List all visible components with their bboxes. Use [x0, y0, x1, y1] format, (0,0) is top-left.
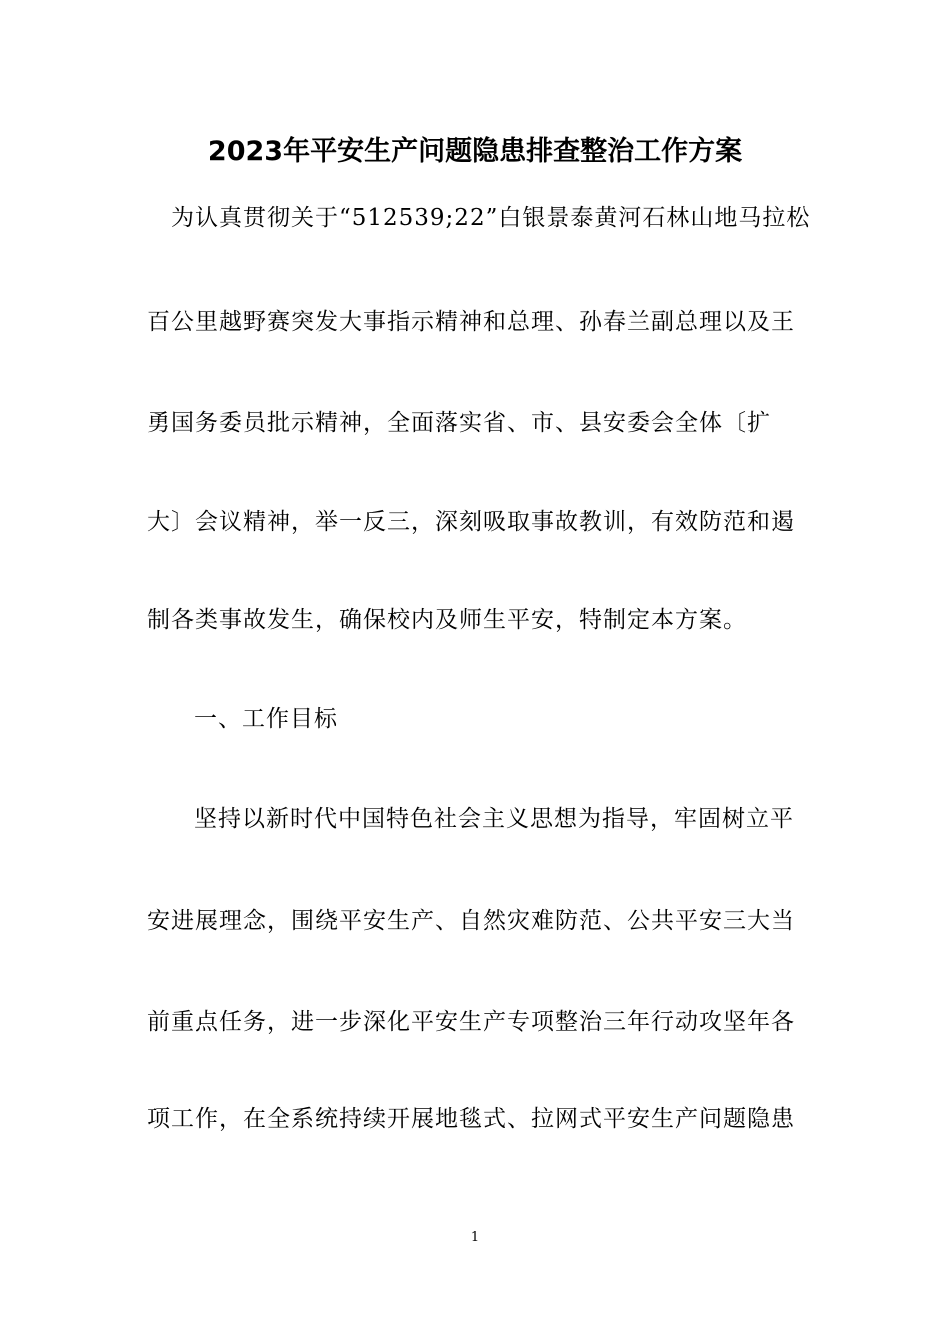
- paragraph-line: 安进展理念，围绕平安生产、自然灾难防范、公共平安三大当: [147, 908, 795, 934]
- paragraph-line: 制各类事故发生，确保校内及师生平安，特制定本方案。: [147, 607, 747, 633]
- page-number: 1: [470, 1230, 480, 1245]
- paragraph-line: 大〕会议精神，举一反三，深刻吸取事故教训，有效防范和遏: [147, 509, 795, 535]
- paragraph-line: 坚持以新时代中国特色社会主义思想为指导，牢固树立平: [194, 806, 794, 832]
- paragraph-line: 为认真贯彻关于“512539;22”白银景泰黄河石林山地马拉松: [171, 205, 811, 231]
- paragraph-line: 勇国务委员批示精神，全面落实省、市、县安委会全体〔扩: [147, 410, 771, 436]
- paragraph-line: 项工作，在全系统持续开展地毯式、拉网式平安生产问题隐患: [147, 1106, 795, 1132]
- paragraph-line: 百公里越野赛突发大事指示精神和总理、孙春兰副总理以及王: [147, 309, 795, 335]
- section-heading: 一、工作目标: [194, 706, 338, 732]
- paragraph-line: 前重点任务，进一步深化平安生产专项整治三年行动攻坚年各: [147, 1009, 795, 1035]
- document-title: 2023年平安生产问题隐患排查整治工作方案: [207, 136, 743, 167]
